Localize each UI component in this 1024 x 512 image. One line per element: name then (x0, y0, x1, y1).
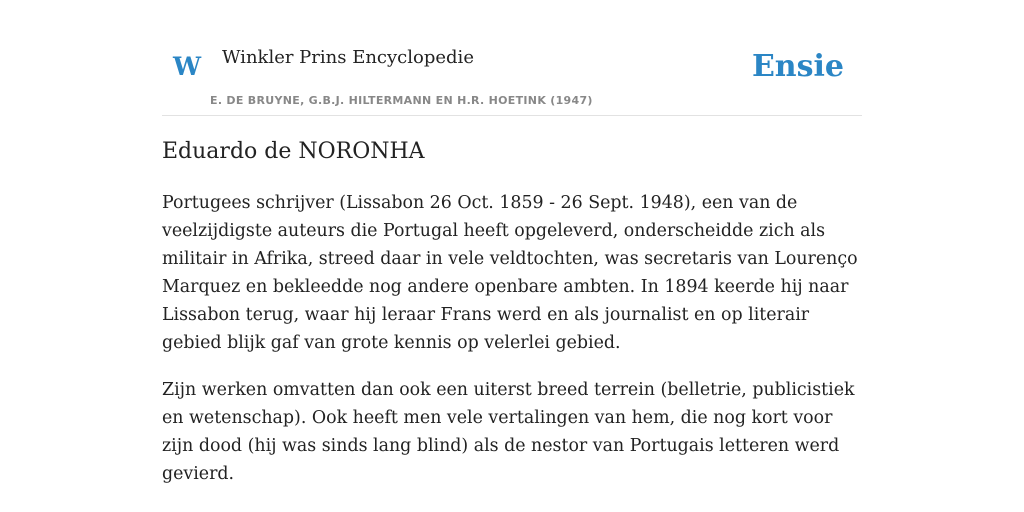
article (162, 138, 862, 507)
source-logo[interactable]: W (173, 52, 202, 81)
brand-logo[interactable]: Ensie (751, 49, 844, 84)
source-authors: E. DE BRUYNE, G.B.J. HILTERMANN EN H.R. HOETINK (1947) (210, 94, 593, 107)
source-title[interactable]: Winkler Prins Encyclopedie (222, 47, 474, 68)
article-title: Eduardo de NORONHA (162, 139, 425, 164)
header (162, 40, 862, 116)
article-paragraph: Zijn werken omvatten dan ook een uiterst breed terrein (belletrie, publicistiek en wetenschap). Ook heeft men vele vertalingen van hem, die nog kort voor zijn dood (hij was sinds lang blind) als de nestor van Portugais letteren werd gevierd. (162, 379, 855, 484)
article-paragraph: Portugees schrijver (Lissabon 26 Oct. 1859 - 26 Sept. 1948), een van de veelzijdigste auteurs die Portugal heeft opgeleverd, onderscheidde zich als militair in Afrika, streed daar in vele veldtochten, was secretaris van Lourenço Marquez en bekleedde nog andere openbare ambten. In 1894 keerde hij naar Lissabon terug, waar hij leraar Frans werd en als journalist en op literair gebied blijk gaf van grote kennis op velerlei gebied. (162, 192, 858, 353)
